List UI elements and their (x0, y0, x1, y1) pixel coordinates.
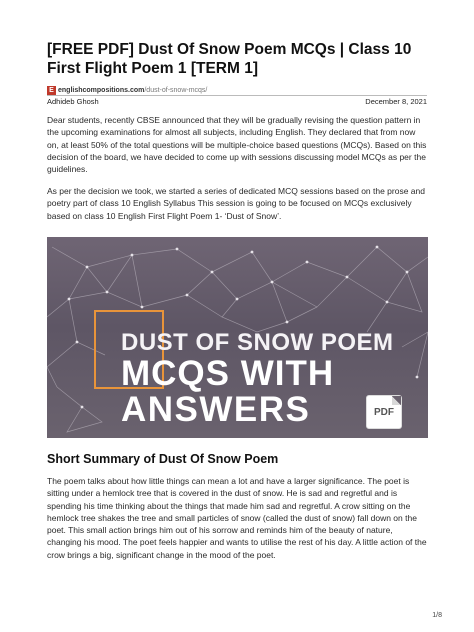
source-path: /dust-of-snow-mcqs/ (144, 86, 208, 94)
summary-heading: Short Summary of Dust Of Snow Poem (47, 452, 279, 466)
pdf-icon-label: PDF (374, 407, 394, 418)
post-meta (47, 97, 427, 106)
summary-paragraph: The poem talks about how little things can mean a lot and have a larger significance. The poet is sitting under a hemlock tree that is covered in the dust of snow. He is sad and regretful and is spending his time thinking about the things that made him sad and regretful. A crow sitting on the hemlock tree shakes the tree and small particles of snow (called the dust of snow) fall down on the poet. This small action brings him out of his sorrow and reminds him of the beauty of nature, changing his mood. The poet feels happier and wants to utilise the rest of his day. A little action of the crow brings a big, significant change in the mood of the poet. (47, 476, 427, 560)
pdf-corner-fold (392, 396, 401, 405)
featured-banner-image (47, 237, 428, 438)
header-divider (47, 95, 427, 96)
pdf-file-icon (366, 395, 402, 429)
banner-line-1: DUST OF SNOW POEM (121, 329, 394, 356)
page-number: 1/8 (432, 612, 442, 619)
author-name: Adhideb Ghosh (47, 97, 99, 106)
decision-paragraph: As per the decision we took, we started a series of dedicated MCQ sessions based on the prose and poetry part of class 10 English Syllabus This session is going to be focused on MCQs exclusively based on class 10 English First Flight Poem 1- ‘Dust of Snow’. (47, 186, 425, 221)
post-date: December 8, 2021 (365, 97, 427, 106)
page-title: [FREE PDF] Dust Of Snow Poem MCQs | Class 10 First Flight Poem 1 [TERM 1] (47, 41, 412, 77)
site-logo-icon: E (47, 86, 56, 95)
banner-line-2: MCQS WITH (121, 354, 335, 393)
banner-line-3: ANSWERS (121, 390, 311, 429)
intro-paragraph: Dear students, recently CBSE announced that they will be gradually revising the question pattern in the upcoming examinations for almost all subjects, including English. They declared that from now on, at least 50% of the total questions will be multiple-choice based questions (MCQs). Based on this decision of the board, we have decided to come up with sessions discussing model MCQs as per the guidelines. (47, 115, 427, 175)
source-domain: englishcompositions.com (58, 86, 145, 94)
